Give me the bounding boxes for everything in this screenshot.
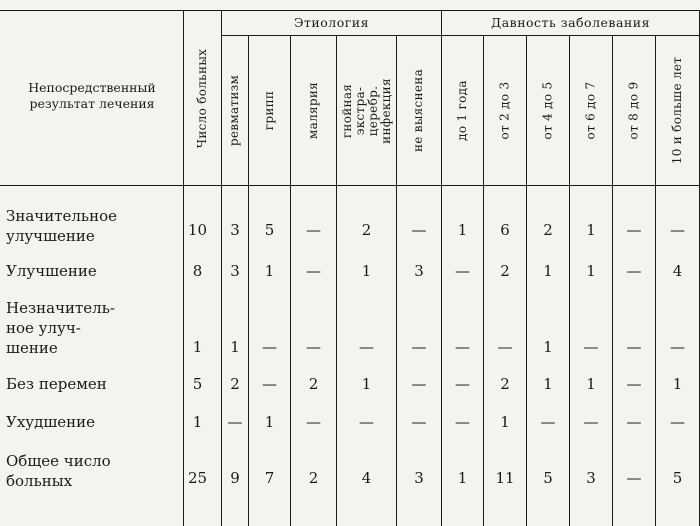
duration-column-header: до 1 года (455, 80, 470, 141)
etiology-column-header: малярия (306, 81, 321, 140)
table-cell: — (306, 221, 321, 239)
table-cell: — (411, 413, 427, 431)
table-cell: 25 (187, 469, 208, 487)
table-cell: 1 (543, 262, 553, 280)
duration-column-header: от 4 до 5 (540, 81, 555, 140)
table-cell: 5 (264, 221, 275, 239)
table-cell: — (411, 375, 427, 393)
table-cell: 2 (308, 469, 319, 487)
table-cell: 2 (308, 375, 319, 393)
stub-header: Непосредственный результат лечения (28, 80, 156, 111)
top-rule (0, 10, 700, 11)
table-cell: 1 (500, 413, 510, 431)
table-cell: 1 (192, 338, 203, 356)
table-cell: 3 (230, 262, 240, 280)
table-cell: 1 (361, 262, 372, 280)
table-cell: — (306, 262, 321, 280)
table-cell: 2 (500, 375, 510, 393)
table-cell: 2 (361, 221, 372, 239)
table-cell: — (583, 338, 599, 356)
table-cell: — (670, 413, 685, 431)
table-cell: 1 (230, 338, 240, 356)
table-cell: 3 (414, 262, 424, 280)
table-cell: 1 (264, 413, 275, 431)
table-cell: — (455, 413, 470, 431)
table-cell: 1 (192, 413, 203, 431)
table-cell: — (626, 262, 642, 280)
table-cell: 7 (264, 469, 275, 487)
table-cell: 3 (414, 469, 424, 487)
etiology-group-header: Этиология (293, 15, 370, 30)
table-cell: 6 (500, 221, 510, 239)
table-cell: 1 (264, 262, 275, 280)
table-cell: 4 (361, 469, 372, 487)
table-cell: — (359, 338, 374, 356)
table-cell: 1 (543, 338, 553, 356)
table-cell: 1 (586, 262, 596, 280)
table-cell: 3 (586, 469, 596, 487)
table-cell: — (455, 338, 470, 356)
duration-column-header: от 8 до 9 (626, 81, 641, 140)
table-cell: — (540, 413, 556, 431)
table-cell: 5 (672, 469, 683, 487)
table-cell: — (670, 338, 685, 356)
row-label: Незначитель-ное улуч-шение (6, 299, 115, 357)
duration-column-header: от 2 до 3 (497, 81, 512, 140)
table-cell: — (497, 338, 513, 356)
table-cell: — (626, 338, 642, 356)
table-cell: 2 (230, 375, 240, 393)
table-cell: 2 (543, 221, 553, 239)
table-cell: — (583, 413, 599, 431)
table-cell: 5 (543, 469, 553, 487)
header-bottom-rule (0, 185, 700, 186)
table-cell: 1 (586, 375, 596, 393)
row-label: Улучшение (6, 262, 97, 280)
table-cell: 5 (192, 375, 203, 393)
row-label: Без перемен (6, 375, 107, 393)
duration-column-header: от 6 до 7 (583, 81, 598, 140)
table-cell: 4 (672, 262, 683, 280)
table-cell: — (626, 221, 642, 239)
group-rule (222, 35, 700, 36)
table-cell: — (262, 375, 277, 393)
table-cell: 10 (187, 221, 208, 239)
table-cell: 2 (500, 262, 510, 280)
table-cell: — (306, 338, 321, 356)
table-cell: — (306, 413, 321, 431)
table-cell: — (626, 413, 642, 431)
table-cell: 1 (457, 221, 468, 239)
table-cell: 11 (495, 469, 515, 487)
table-cell: — (227, 413, 243, 431)
table-cell: — (455, 262, 470, 280)
table-cell: — (670, 221, 685, 239)
etiology-column-header: ревматизм (227, 74, 242, 147)
row-label: Ухудшение (6, 413, 96, 431)
table-cell: — (626, 375, 642, 393)
table-cell: — (411, 338, 427, 356)
etiology-column-header: грипп (262, 90, 276, 131)
table-cell: 1 (457, 469, 468, 487)
duration-group-header: Давность заболевания (491, 15, 650, 30)
table-cell: — (455, 375, 470, 393)
table-cell: — (626, 469, 642, 487)
row-label: Общее число больных (6, 452, 111, 490)
duration-column-header: 10 и больше лет (670, 56, 684, 165)
table-cell: 1 (672, 375, 683, 393)
table-cell: 1 (361, 375, 372, 393)
table-cell: 3 (230, 221, 240, 239)
etiology-column-header: гнойная экстра-церебр. инфекция (339, 77, 393, 144)
row-label: Значительное улучшение (6, 207, 117, 245)
table-cell: — (359, 413, 374, 431)
table-cell: 9 (230, 469, 240, 487)
etiology-column-header: не выяснена (411, 68, 426, 153)
table-cell: — (262, 338, 277, 356)
table-cell: 8 (192, 262, 203, 280)
total-column-header: Число больных (195, 48, 210, 148)
table-cell: 1 (586, 221, 596, 239)
table-cell: 1 (543, 375, 553, 393)
table-cell: — (411, 221, 427, 239)
